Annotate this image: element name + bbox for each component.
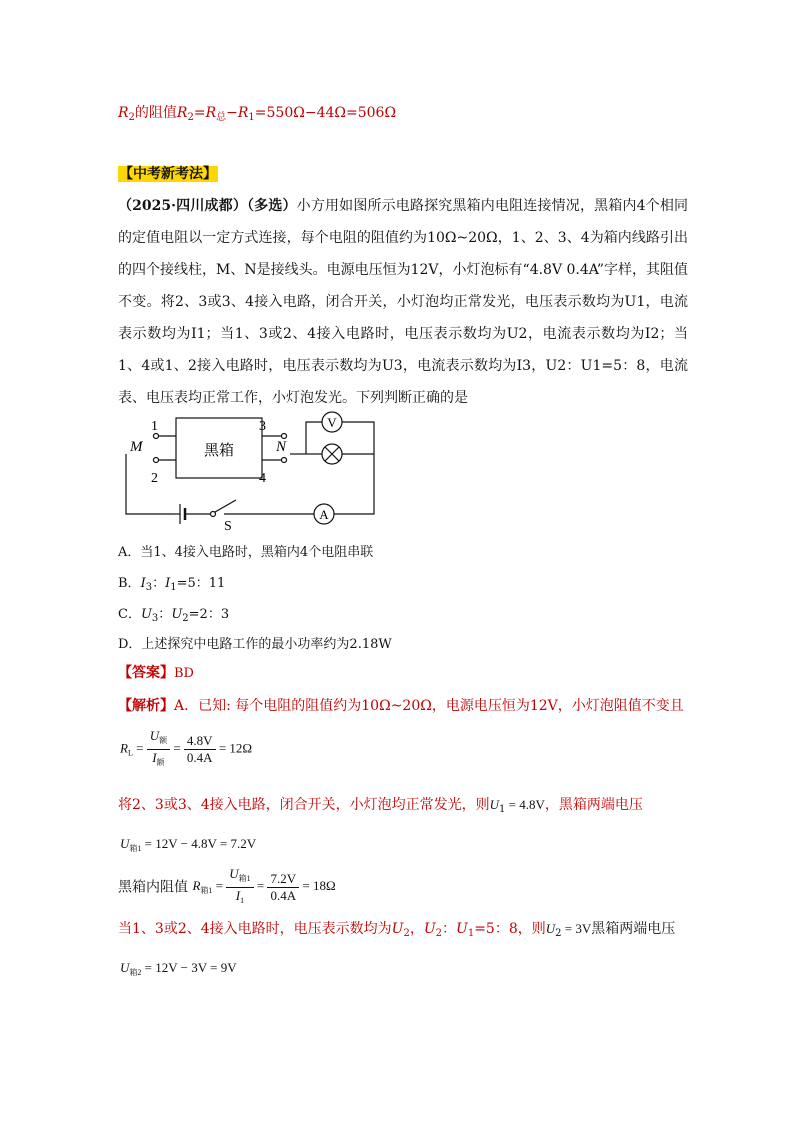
eq1-fraction-numeric bbox=[184, 733, 216, 766]
option-a bbox=[118, 541, 373, 560]
question-paragraph bbox=[118, 190, 688, 414]
eq2-lhs-sub: 箱1 bbox=[129, 844, 142, 853]
terminal-4-post bbox=[282, 458, 287, 463]
eq-r1-symbol: −R bbox=[226, 105, 249, 121]
answer-label: 【答案】 bbox=[118, 665, 174, 681]
line2-text-a: 将2、3或3、4接入电路，闭合开关，小灯泡均正常发光，则 bbox=[118, 797, 490, 813]
option-b-colon: ： bbox=[152, 576, 166, 591]
option-b-sub2: 1 bbox=[170, 582, 177, 593]
option-c-prefix: C． bbox=[118, 607, 141, 622]
r2-subscript: 2 bbox=[128, 112, 135, 123]
eq3-result: = 18Ω bbox=[302, 878, 336, 894]
section-badge bbox=[118, 164, 218, 184]
r2-symbol: R bbox=[118, 105, 129, 121]
terminal-1-label: 1 bbox=[151, 419, 158, 434]
equation-lamp-resistance: $R_L$ = $\frac{U_额}{I_额}$ = $\frac{4.8V}{0.4A}$ = 12Ω bbox=[120, 728, 252, 771]
eq1-lhs-sub: L bbox=[127, 748, 133, 758]
option-d-text: D．上述探究中电路工作的最小功率约为2.18W bbox=[118, 637, 392, 652]
option-c-colon: ： bbox=[158, 607, 172, 622]
eq1-den2: 0.4A bbox=[186, 750, 213, 765]
line4-u2-sub: 2 bbox=[403, 928, 410, 939]
terminal-3-label: 3 bbox=[259, 419, 266, 434]
line4-u2: U bbox=[391, 921, 404, 937]
terminal-m-label: M bbox=[130, 439, 143, 455]
section-badge-label: 【中考新考法】 bbox=[119, 166, 217, 182]
eq1-den: I bbox=[152, 750, 157, 765]
analysis-line-2 bbox=[118, 795, 643, 820]
eq-r-symbol: R bbox=[176, 105, 188, 121]
eq3-num2: 7.2V bbox=[267, 871, 299, 888]
eq1-fraction-symbolic bbox=[147, 728, 170, 771]
eq3-lhs: R bbox=[192, 878, 201, 894]
line2-u: U bbox=[489, 797, 500, 812]
option-b-prefix: B． bbox=[118, 576, 141, 591]
option-b-sub1: 3 bbox=[145, 582, 153, 593]
switch-blade bbox=[215, 500, 236, 512]
eq1-lhs: R bbox=[120, 740, 128, 756]
r2-lead-text: 的阻值 bbox=[134, 105, 177, 121]
terminal-1-post bbox=[154, 434, 159, 439]
eq3-fraction-symbolic bbox=[226, 866, 253, 909]
question-text: 小方用如图所示电路探究黑箱内电阻连接情况，黑箱内4个相同的定值电阻以一定方式连接，每个电阻的阻值约为10Ω~20Ω，1、2、3、4为箱内线路引出的四个接线柱，M、N是接线头。电源电压恒为12V，小灯泡标有“4.8V 0.4A”字样，其阻值不变。将2、3或3、4接入电路，闭合开关，小灯泡均正常发光，电压表示数均为U1，电流表示数均为I1；当1、3或2、4接入电路时，电压表示数均为U2，电流表示数均为I2；当1、4或1、2接入电路时，电压表示数均为U3，电流表示数均为I3，U2：U1=5：8，电流表、电压表均正常工作，小灯泡发光。下列判断正确的是 bbox=[118, 198, 689, 406]
eq3-den-sub: 1 bbox=[240, 896, 245, 905]
line2-u-sub: 1 bbox=[499, 804, 506, 815]
option-c-sub1: 3 bbox=[151, 613, 159, 624]
option-b bbox=[118, 572, 225, 593]
voltmeter-label: V bbox=[327, 415, 337, 430]
eq-total-symbol: =R bbox=[193, 105, 217, 121]
line4-colon: ： bbox=[442, 921, 457, 937]
line4-comma: ， bbox=[409, 921, 424, 937]
ammeter-label: A bbox=[319, 507, 329, 522]
option-c bbox=[118, 603, 229, 624]
switch-label: S bbox=[224, 519, 232, 533]
analysis-line-3 bbox=[118, 866, 336, 909]
r2-resistance-line bbox=[118, 103, 396, 128]
line4-text-b: 黑箱两端电压 bbox=[591, 921, 676, 937]
eq3-fraction-numeric bbox=[267, 871, 299, 904]
question-source: （2025·四川成都）（多选） bbox=[118, 198, 297, 214]
eq3-num-sub: 箱1 bbox=[238, 874, 251, 883]
eq4-lhs-sub: 箱2 bbox=[129, 968, 142, 977]
option-c-sub2: 2 bbox=[182, 613, 189, 624]
eq-r-subscript: 2 bbox=[187, 112, 194, 123]
option-c-u2: U bbox=[171, 607, 183, 622]
analysis-label: 【解析】 bbox=[118, 698, 174, 714]
analysis-line-4 bbox=[118, 919, 675, 944]
eq-result: =550Ω−44Ω=506Ω bbox=[254, 105, 397, 121]
terminal-2-post bbox=[154, 458, 159, 463]
eq1-result: = 12Ω bbox=[218, 740, 253, 756]
eq1-num2: 4.8V bbox=[184, 733, 216, 750]
line4-u-sub: 2 bbox=[555, 928, 562, 939]
eq3-num: U bbox=[229, 866, 239, 881]
line4-u2b: U bbox=[423, 921, 436, 937]
eq3-den: I bbox=[235, 888, 241, 903]
option-a-text: A．当1、4接入电路时，黑箱内4个电阻串联 bbox=[118, 545, 374, 560]
option-b-tail: =5：11 bbox=[176, 576, 226, 591]
eq-r1-subscript: 1 bbox=[248, 112, 255, 123]
option-c-u3: U bbox=[140, 607, 152, 622]
eq1-den-sub: 额 bbox=[156, 758, 165, 767]
equation-box-voltage-1 bbox=[120, 836, 256, 854]
eq1-num-sub: 额 bbox=[159, 736, 168, 745]
line4-value: = 3V bbox=[561, 921, 592, 936]
eq3-lhs-sub: 箱1 bbox=[200, 886, 213, 896]
terminal-3-post bbox=[282, 434, 287, 439]
option-b-i1: I bbox=[165, 576, 171, 591]
line3-text: 黑箱内阻值 bbox=[118, 879, 188, 896]
eq4-lhs: U bbox=[120, 960, 130, 975]
line4-u: U bbox=[545, 921, 556, 936]
answer-line bbox=[118, 663, 194, 684]
equation-box-voltage-2 bbox=[120, 960, 237, 978]
eq2-rhs: = 12V − 4.8V = 7.2V bbox=[141, 836, 257, 851]
terminal-n-label: N bbox=[276, 439, 287, 455]
terminal-4-label: 4 bbox=[259, 471, 266, 486]
eq4-rhs: = 12V − 3V = 9V bbox=[141, 960, 237, 975]
analysis-line-1-text: A．已知: 每个电阻的阻值约为10Ω~20Ω，电源电压恒为12V，小灯泡阻值不变且 bbox=[174, 698, 684, 714]
line2-value: = 4.8V bbox=[505, 797, 545, 812]
line4-ratio: =5：8，则 bbox=[474, 921, 546, 937]
eq3-den2: 0.4A bbox=[270, 888, 297, 903]
answer-value: BD bbox=[174, 666, 194, 681]
eq1-num: U bbox=[149, 728, 160, 743]
option-d bbox=[118, 633, 392, 652]
line4-u2b-sub: 2 bbox=[435, 928, 443, 939]
analysis-line-1 bbox=[118, 696, 684, 716]
line2-text-b: ，黑箱两端电压 bbox=[544, 797, 643, 813]
circuit-diagram bbox=[118, 408, 388, 533]
black-box-label: 黑箱 bbox=[203, 441, 235, 459]
terminal-2-label: 2 bbox=[151, 471, 158, 486]
option-c-tail: =2：3 bbox=[188, 607, 230, 622]
line4-u1: U bbox=[456, 921, 468, 937]
eq2-lhs: U bbox=[120, 836, 130, 851]
line4-u1-sub: 1 bbox=[467, 928, 475, 939]
line4-text-a: 当1、3或2、4接入电路时，电压表示数均为 bbox=[118, 921, 392, 937]
eq-total-subscript: 总 bbox=[216, 112, 227, 123]
equation-box-resistance-1: $R_{箱1}$ = $\frac{U_{箱1}}{I_1}$ = $\frac{7.2V}{0.4A}$ = 18Ω bbox=[192, 878, 335, 893]
option-b-i3: I bbox=[140, 576, 146, 591]
